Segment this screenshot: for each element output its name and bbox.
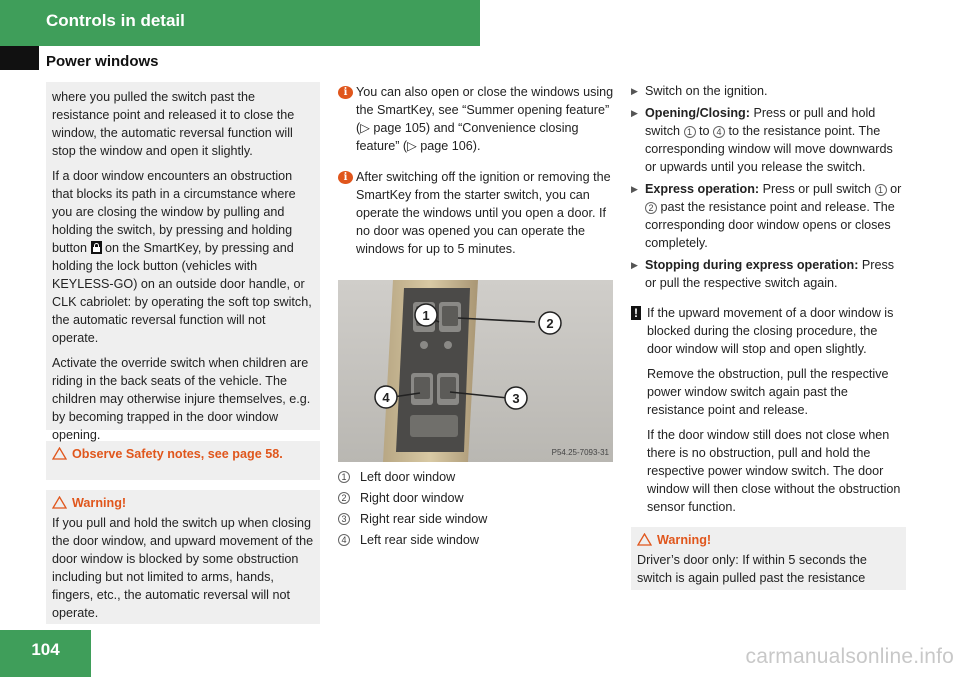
callout-3: 3: [512, 391, 520, 406]
window-switch-photo: [338, 280, 613, 462]
warning-triangle-icon: [52, 445, 72, 460]
legend-item: 3 Right rear side window: [338, 510, 614, 528]
box-paragraph: where you pulled the switch past the resistance point and released it to close the window, the automatic reversal function will stop the window and open it slightly.: [52, 90, 295, 158]
info-note: [338, 168, 614, 258]
legend-item: 4 Left rear side window: [338, 531, 614, 549]
box-paragraph: Activate the override switch when children are riding in the back seats of the vehicle. The children may otherwise injure themselves, e.g. by becoming trapped in the door window opening.: [52, 356, 311, 442]
arrow-right-icon: ▶: [631, 260, 638, 270]
exclamation-icon: !: [631, 306, 641, 320]
photo-code: P54.25-7093-31: [551, 448, 609, 457]
note-paragraph: If the upward movement of a door window is blocked during the closing procedure, the door window will stop and open slightly.: [647, 306, 894, 356]
column-left: [46, 82, 320, 624]
info-icon: i: [338, 171, 353, 184]
step-item: ▶ Express operation: Press or pull switch 1 or 2 past the resistance point and release. The corresponding door window opens or closes completely.: [631, 182, 902, 250]
column-right: [631, 82, 906, 590]
arrow-right-icon: ▶: [631, 86, 638, 96]
warning-title: Warning!: [657, 533, 712, 547]
legend-item: 2 Right door window: [338, 489, 614, 507]
switch-panel-illustration: [338, 280, 613, 462]
warning-triangle-icon: [637, 531, 657, 546]
legend-list: [338, 468, 614, 549]
arrow-right-icon: ▶: [631, 108, 638, 118]
safety-note-link[interactable]: Observe Safety notes, see page 58.: [72, 447, 283, 461]
warning-box: [46, 490, 320, 624]
callout-4: 4: [382, 390, 390, 405]
legend-item: 1 Left door window: [338, 468, 614, 486]
watermark: carmanualsonline.info: [745, 645, 954, 668]
safety-note-box: [46, 441, 320, 480]
warning-text: Driver’s door only: If within 5 seconds the switch is again pulled past the resistance: [637, 553, 867, 585]
note-paragraph: Remove the obstruction, pull the respective power window switch again past the resistance point and release.: [647, 367, 889, 417]
header-marker: [0, 46, 39, 70]
warning-text: If you pull and hold the switch up when closing the door window, and upward movement of the door window is blocked by some obstruction including but not limited to arms, hands, fingers, etc., the automatic reversal will not operate.: [52, 516, 314, 620]
callout-1: 1: [422, 308, 430, 323]
box-paragraph: If a door window encounters an obstruction that blocks its path in a circumstance where you are closing the window by pulling and holding the switch, by pressing and holding button on the SmartKey, by pressing and holding the lock button (vehicles with KEYLESS-GO) on an outside door handle, or CLK cabriolet: by operating the soft top switch, the automatic reversal function will not operate.: [52, 169, 312, 345]
warning-triangle-icon: [52, 494, 72, 509]
arrow-right-icon: ▶: [631, 184, 638, 194]
info-text: You can also open or close the windows using the SmartKey, see “Summer opening feature” (▷ page 105) and “Convenience closing feature” (▷ page 106).: [356, 85, 614, 153]
info-text: After switching off the ignition or removing the SmartKey from the starter switch, you can operate the windows until you open a door. If no door was opened you can operate the windows for up to 5 minutes.: [356, 170, 611, 256]
step-item: ▶ Switch on the ignition.: [631, 84, 768, 98]
caution-note: [631, 304, 906, 523]
callout-2: 2: [546, 316, 554, 331]
continued-text-box: [46, 82, 320, 442]
warning-box: [631, 527, 906, 590]
info-icon: i: [338, 86, 353, 99]
page-number: 104: [0, 630, 91, 677]
step-item: ▶ Stopping during express operation: Press or pull the respective switch again.: [631, 258, 895, 290]
info-note: [338, 83, 614, 155]
column-middle: [338, 83, 614, 549]
section-title: Controls in detail: [46, 11, 185, 30]
page-title: Power windows: [46, 53, 159, 70]
step-item: ▶ Opening/Closing: Press or pull and hold switch 1 to 4 to the resistance point. The corresponding window will move downwards or upwards until you release the switch.: [631, 106, 893, 174]
lock-key-icon: [91, 241, 102, 254]
note-paragraph: If the door window still does not close when there is no obstruction, pull and hold the respective power window switch. The door window will then close without the obstruction sensor function.: [647, 428, 901, 514]
warning-title: Warning!: [72, 496, 127, 510]
